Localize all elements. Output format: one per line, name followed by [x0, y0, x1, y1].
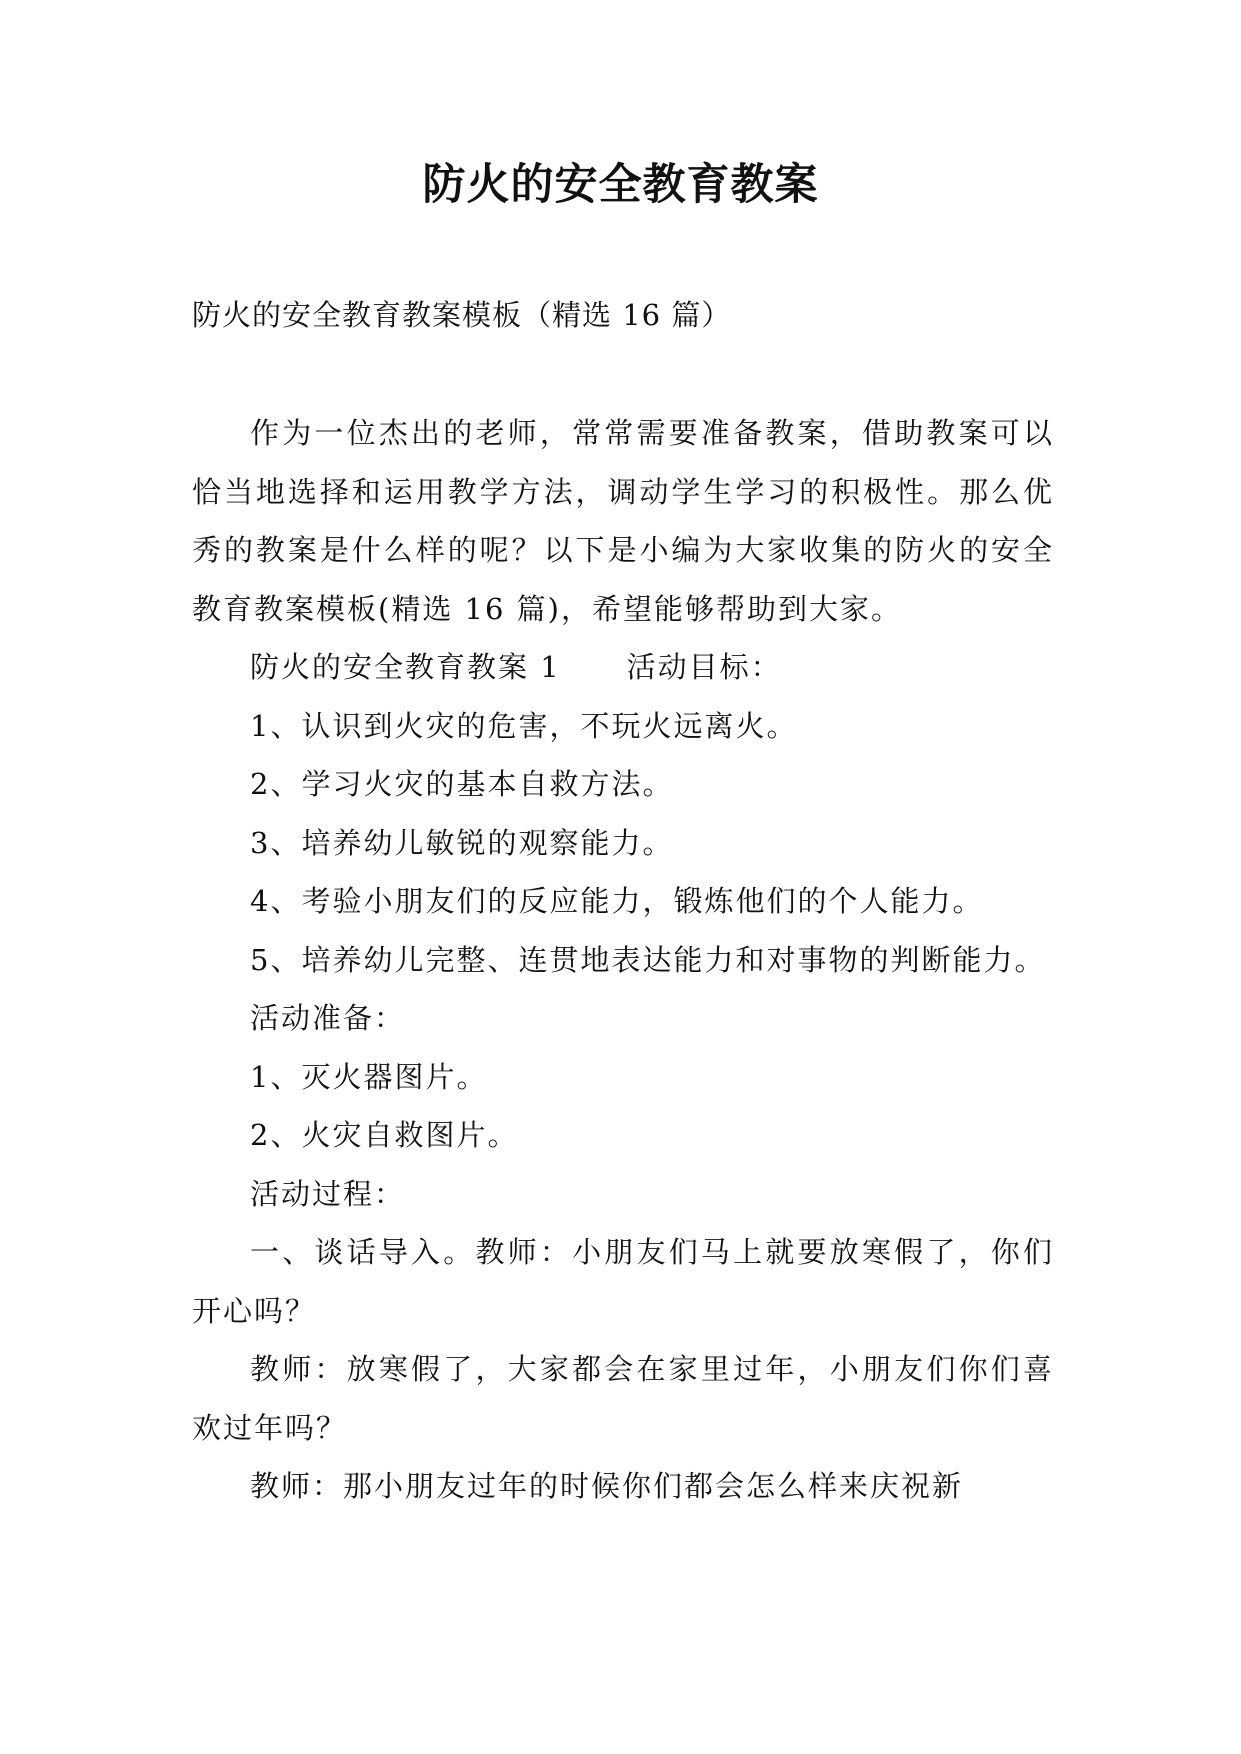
- prep-label: 活动准备：: [250, 1001, 406, 1035]
- goals-label: 活动目标：: [626, 650, 782, 684]
- section-heading: 防火的安全教育教案 1: [250, 650, 561, 684]
- goal-item: 4、考验小朋友们的反应能力，锻炼他们的个人能力。: [250, 884, 984, 918]
- goal-item: 3、培养幼儿敏锐的观察能力。: [250, 825, 674, 860]
- goal-item: 5、培养幼儿完整、连贯地表达能力和对事物的判断能力。: [250, 942, 1046, 977]
- section-heading-line: [192, 638, 1054, 697]
- prep-item: 2、火灾自救图片。: [250, 1118, 519, 1152]
- process-item: 一、谈话导入。教师：小朋友们马上就要放寒假了，你们开心吗？: [192, 1235, 1054, 1328]
- process-item: 教师：那小朋友过年的时候你们都会怎么样来庆祝新: [250, 1469, 964, 1503]
- document-body: [192, 404, 1054, 1516]
- document-subtitle: 防火的安全教育教案模板（精选 16 篇）: [192, 298, 732, 332]
- process-label: 活动过程：: [250, 1176, 406, 1211]
- goal-item: 1、认识到火灾的危害，不玩火远离火。: [250, 708, 798, 743]
- process-item: 教师：放寒假了，大家都会在家里过年，小朋友们你们喜欢过年吗？: [192, 1352, 1054, 1445]
- document-title: 防火的安全教育教案: [422, 160, 819, 210]
- prep-item: 1、灭火器图片。: [250, 1059, 488, 1094]
- intro-paragraph: 作为一位杰出的老师，常常需要准备教案，借助教案可以恰当地选择和运用教学方法，调动学生学习的积极性。那么优秀的教案是什么样的呢？以下是小编为大家收集的防火的安全教育教案模板(精选 16 篇)，希望能够帮助到大家。: [192, 416, 1054, 626]
- goal-item: 2、学习火灾的基本自救方法。: [250, 767, 674, 801]
